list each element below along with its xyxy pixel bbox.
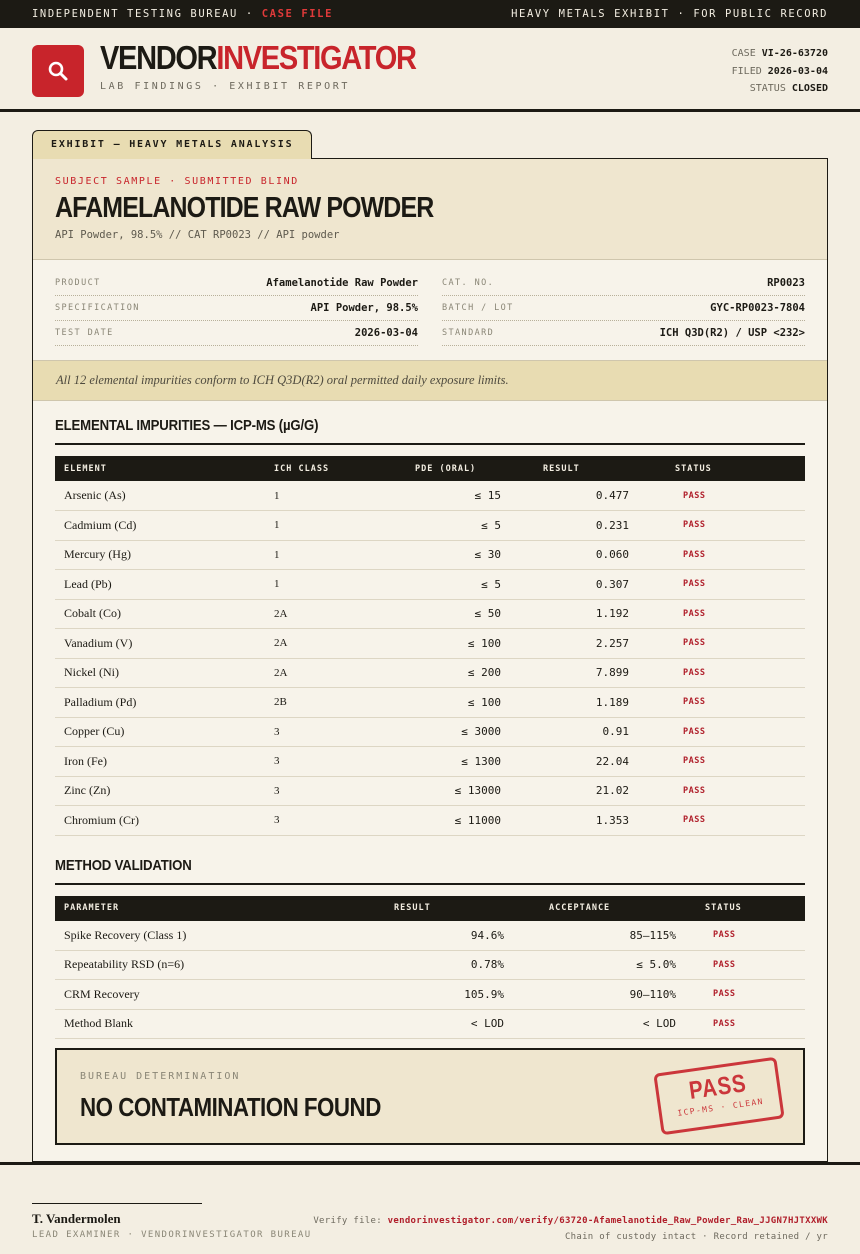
signer-role: LEAD EXAMINER · VENDORINVESTIGATOR BUREAU: [32, 1230, 312, 1240]
result-cell: 0.060: [510, 540, 638, 570]
exhibit-line: HEAVY METALS EXHIBIT · FOR PUBLIC RECORD: [511, 8, 828, 20]
result-cell: 0.78%: [385, 950, 513, 980]
status-badge: PASS: [638, 540, 805, 570]
spec-row-test-date: [55, 321, 418, 346]
column-header: STATUS: [705, 903, 742, 913]
result-cell: 21.02: [510, 776, 638, 806]
status-badge: PASS: [638, 747, 805, 777]
spec-value: 2026-03-04: [354, 327, 418, 339]
acceptance-cell: < LOD: [513, 1009, 685, 1039]
section-rule: [55, 443, 805, 445]
column-header: RESULT: [394, 903, 431, 913]
spec-key: TEST DATE: [55, 328, 114, 338]
case-number: VI-26-63720: [761, 48, 828, 59]
spec-value: API Powder, 98.5%: [310, 302, 418, 314]
spec-column-left: [55, 271, 418, 360]
footer: [0, 1162, 860, 1254]
validation-title: METHOD VALIDATION: [55, 856, 192, 874]
case-meta: [732, 45, 828, 98]
case-file-label: CASE FILE: [261, 8, 334, 20]
verify-block: [313, 1213, 828, 1245]
result-cell: 94.6%: [385, 921, 513, 951]
pde-cell: ≤ 100: [365, 629, 510, 659]
acceptance-cell: 85–115%: [513, 921, 685, 951]
result-cell: 0.91: [510, 717, 638, 747]
class-cell: 2A: [265, 629, 365, 659]
determination-verdict: NO CONTAMINATION FOUND: [80, 1092, 381, 1122]
status-value: CLOSED: [791, 83, 828, 94]
element-cell: Chromium (Cr): [55, 806, 265, 836]
result-cell: 0.477: [510, 481, 638, 511]
signature-line: [32, 1203, 202, 1204]
impurities-title: ELEMENTAL IMPURITIES — ICP-MS (µG/G): [55, 417, 319, 434]
table-row: [55, 688, 805, 718]
pde-cell: ≤ 1300: [365, 747, 510, 777]
impurities-body: [55, 481, 805, 835]
result-cell: 1.353: [510, 806, 638, 836]
class-cell: 2A: [265, 658, 365, 688]
spec-row-specification: [55, 296, 418, 321]
class-cell: 1: [265, 570, 365, 600]
table-header-row: [55, 896, 805, 921]
pde-cell: ≤ 13000: [365, 776, 510, 806]
pde-cell: ≤ 30: [365, 540, 510, 570]
subject-block: [33, 159, 827, 260]
acceptance-cell: 90–110%: [513, 980, 685, 1010]
result-cell: 0.231: [510, 511, 638, 541]
class-cell: 3: [265, 806, 365, 836]
header: [0, 28, 860, 112]
class-cell: 3: [265, 717, 365, 747]
bureau-line: [32, 8, 333, 20]
spec-key: SPECIFICATION: [55, 303, 140, 313]
element-cell: Palladium (Pd): [55, 688, 265, 718]
verify-link[interactable]: vendorinvestigator.com/verify/63720-Afamelanotide_Raw_Powder_Raw_JJGN7HJTXXWK: [387, 1216, 828, 1226]
logo[interactable]: [32, 45, 84, 97]
pde-cell: ≤ 50: [365, 599, 510, 629]
table-row: [55, 599, 805, 629]
status-badge: PASS: [638, 599, 805, 629]
column-header: ACCEPTANCE: [549, 903, 611, 913]
bureau-label: INDEPENDENT TESTING BUREAU ·: [32, 8, 262, 20]
table-header-row: [55, 456, 805, 481]
result-cell: 0.307: [510, 570, 638, 600]
spec-value: ICH Q3D(R2) / USP <232>: [659, 327, 805, 339]
spec-key: BATCH / LOT: [442, 303, 514, 313]
class-cell: 3: [265, 747, 365, 777]
class-cell: 2B: [265, 688, 365, 718]
status-badge: PASS: [638, 806, 805, 836]
status-badge: PASS: [638, 776, 805, 806]
verify-label: Verify file:: [313, 1216, 388, 1226]
magnifier-icon: [47, 60, 69, 82]
table-row: [55, 717, 805, 747]
parameter-cell: CRM Recovery: [55, 980, 385, 1010]
result-cell: 1.192: [510, 599, 638, 629]
status-badge: PASS: [638, 570, 805, 600]
stamp-main: PASS: [687, 1069, 749, 1105]
acceptance-cell: ≤ 5.0%: [513, 950, 685, 980]
table-row: [55, 658, 805, 688]
spec-row-product: [55, 271, 418, 296]
product-subtitle: API Powder, 98.5% // CAT RP0023 // API powder: [55, 229, 340, 241]
element-cell: Zinc (Zn): [55, 776, 265, 806]
determination-box: [55, 1048, 805, 1145]
parameter-cell: Repeatability RSD (n=6): [55, 950, 385, 980]
section-rule: [55, 883, 805, 885]
validation-body: [55, 921, 805, 1039]
status-badge: PASS: [638, 717, 805, 747]
impurities-section: [33, 401, 827, 1039]
exhibit-card: [32, 158, 828, 1162]
parameter-cell: Method Blank: [55, 1009, 385, 1039]
spec-column-right: [442, 271, 805, 360]
element-cell: Iron (Fe): [55, 747, 265, 777]
spec-grid: [33, 260, 827, 360]
column-header: ICH CLASS: [274, 463, 330, 474]
column-header: PDE (ORAL): [415, 463, 477, 474]
exhibit-tab[interactable]: EXHIBIT — HEAVY METALS ANALYSIS: [32, 130, 312, 159]
filed-date: 2026-03-04: [767, 65, 828, 77]
table-row: [55, 629, 805, 659]
element-cell: Arsenic (As): [55, 481, 265, 511]
signer-name: T. Vandermolen: [32, 1211, 121, 1226]
stamp-sub: ICP-MS · CLEAN: [676, 1096, 765, 1118]
result-cell: 105.9%: [385, 980, 513, 1010]
spec-row-cat-no: [442, 271, 805, 296]
brand-wordmark[interactable]: [100, 39, 416, 77]
status-badge: PASS: [638, 688, 805, 718]
column-header: RESULT: [543, 463, 580, 474]
class-cell: 1: [265, 481, 365, 511]
status-badge: PASS: [685, 980, 805, 1010]
pde-cell: ≤ 200: [365, 658, 510, 688]
element-cell: Nickel (Ni): [55, 658, 265, 688]
result-cell: 22.04: [510, 747, 638, 777]
element-cell: Lead (Pb): [55, 570, 265, 600]
column-header: ELEMENT: [64, 463, 107, 474]
column-header: STATUS: [675, 463, 712, 474]
table-row: [55, 511, 805, 541]
pass-stamp: [653, 1057, 784, 1136]
class-cell: 3: [265, 776, 365, 806]
table-row: [55, 776, 805, 806]
parameter-cell: Spike Recovery (Class 1): [55, 921, 385, 951]
element-cell: Mercury (Hg): [55, 540, 265, 570]
determination-label: BUREAU DETERMINATION: [80, 1071, 241, 1082]
spec-key: CAT. NO.: [442, 278, 495, 288]
spec-value: RP0023: [767, 277, 805, 289]
status-badge: PASS: [638, 511, 805, 541]
top-strip: [0, 0, 860, 28]
product-title: AFAMELANOTIDE RAW POWDER: [55, 192, 434, 224]
brand-part-2: INVESTIGATOR: [216, 39, 416, 76]
subject-eyebrow: SUBJECT SAMPLE · SUBMITTED BLIND: [55, 176, 299, 187]
status-badge: PASS: [638, 629, 805, 659]
spec-key: STANDARD: [442, 328, 495, 338]
pde-cell: ≤ 5: [365, 570, 510, 600]
custody-note: Chain of custody intact · Record retained / yr: [564, 1232, 828, 1242]
status-label: STATUS: [749, 83, 786, 94]
pde-cell: ≤ 15: [365, 481, 510, 511]
status-badge: PASS: [685, 1009, 805, 1039]
class-cell: 2A: [265, 599, 365, 629]
spec-value: Afamelanotide Raw Powder: [266, 277, 418, 289]
status-badge: PASS: [685, 950, 805, 980]
spec-key: PRODUCT: [55, 278, 101, 288]
table-row: [55, 540, 805, 570]
table-row: [55, 806, 805, 836]
column-header: PARAMETER: [64, 903, 120, 913]
element-cell: Vanadium (V): [55, 629, 265, 659]
conformance-banner: All 12 elemental impurities conform to ICH Q3D(R2) oral permitted daily exposure limits.: [33, 360, 827, 401]
spec-value: GYC-RP0023-7804: [710, 302, 805, 314]
table-row: [55, 570, 805, 600]
table-row: [55, 921, 805, 951]
impurities-table: [55, 456, 805, 836]
table-row: [55, 747, 805, 777]
spec-row-standard: [442, 321, 805, 346]
brand-part-1: VENDOR: [100, 39, 217, 76]
pde-cell: ≤ 11000: [365, 806, 510, 836]
table-row: [55, 950, 805, 980]
class-cell: 1: [265, 540, 365, 570]
status-badge: PASS: [638, 481, 805, 511]
element-cell: Cobalt (Co): [55, 599, 265, 629]
status-badge: PASS: [685, 921, 805, 951]
pde-cell: ≤ 5: [365, 511, 510, 541]
tagline: LAB FINDINGS · EXHIBIT REPORT: [100, 81, 350, 92]
case-label: CASE: [731, 48, 756, 59]
element-cell: Copper (Cu): [55, 717, 265, 747]
status-badge: PASS: [638, 658, 805, 688]
result-cell: 7.899: [510, 658, 638, 688]
filed-label: FILED: [731, 65, 762, 77]
pde-cell: ≤ 3000: [365, 717, 510, 747]
class-cell: 1: [265, 511, 365, 541]
result-cell: 1.189: [510, 688, 638, 718]
result-cell: < LOD: [385, 1009, 513, 1039]
table-row: [55, 1009, 805, 1039]
table-row: [55, 980, 805, 1010]
element-cell: Cadmium (Cd): [55, 511, 265, 541]
spec-row-batch: [442, 296, 805, 321]
result-cell: 2.257: [510, 629, 638, 659]
table-row: [55, 481, 805, 511]
validation-table: [55, 896, 805, 1040]
pde-cell: ≤ 100: [365, 688, 510, 718]
